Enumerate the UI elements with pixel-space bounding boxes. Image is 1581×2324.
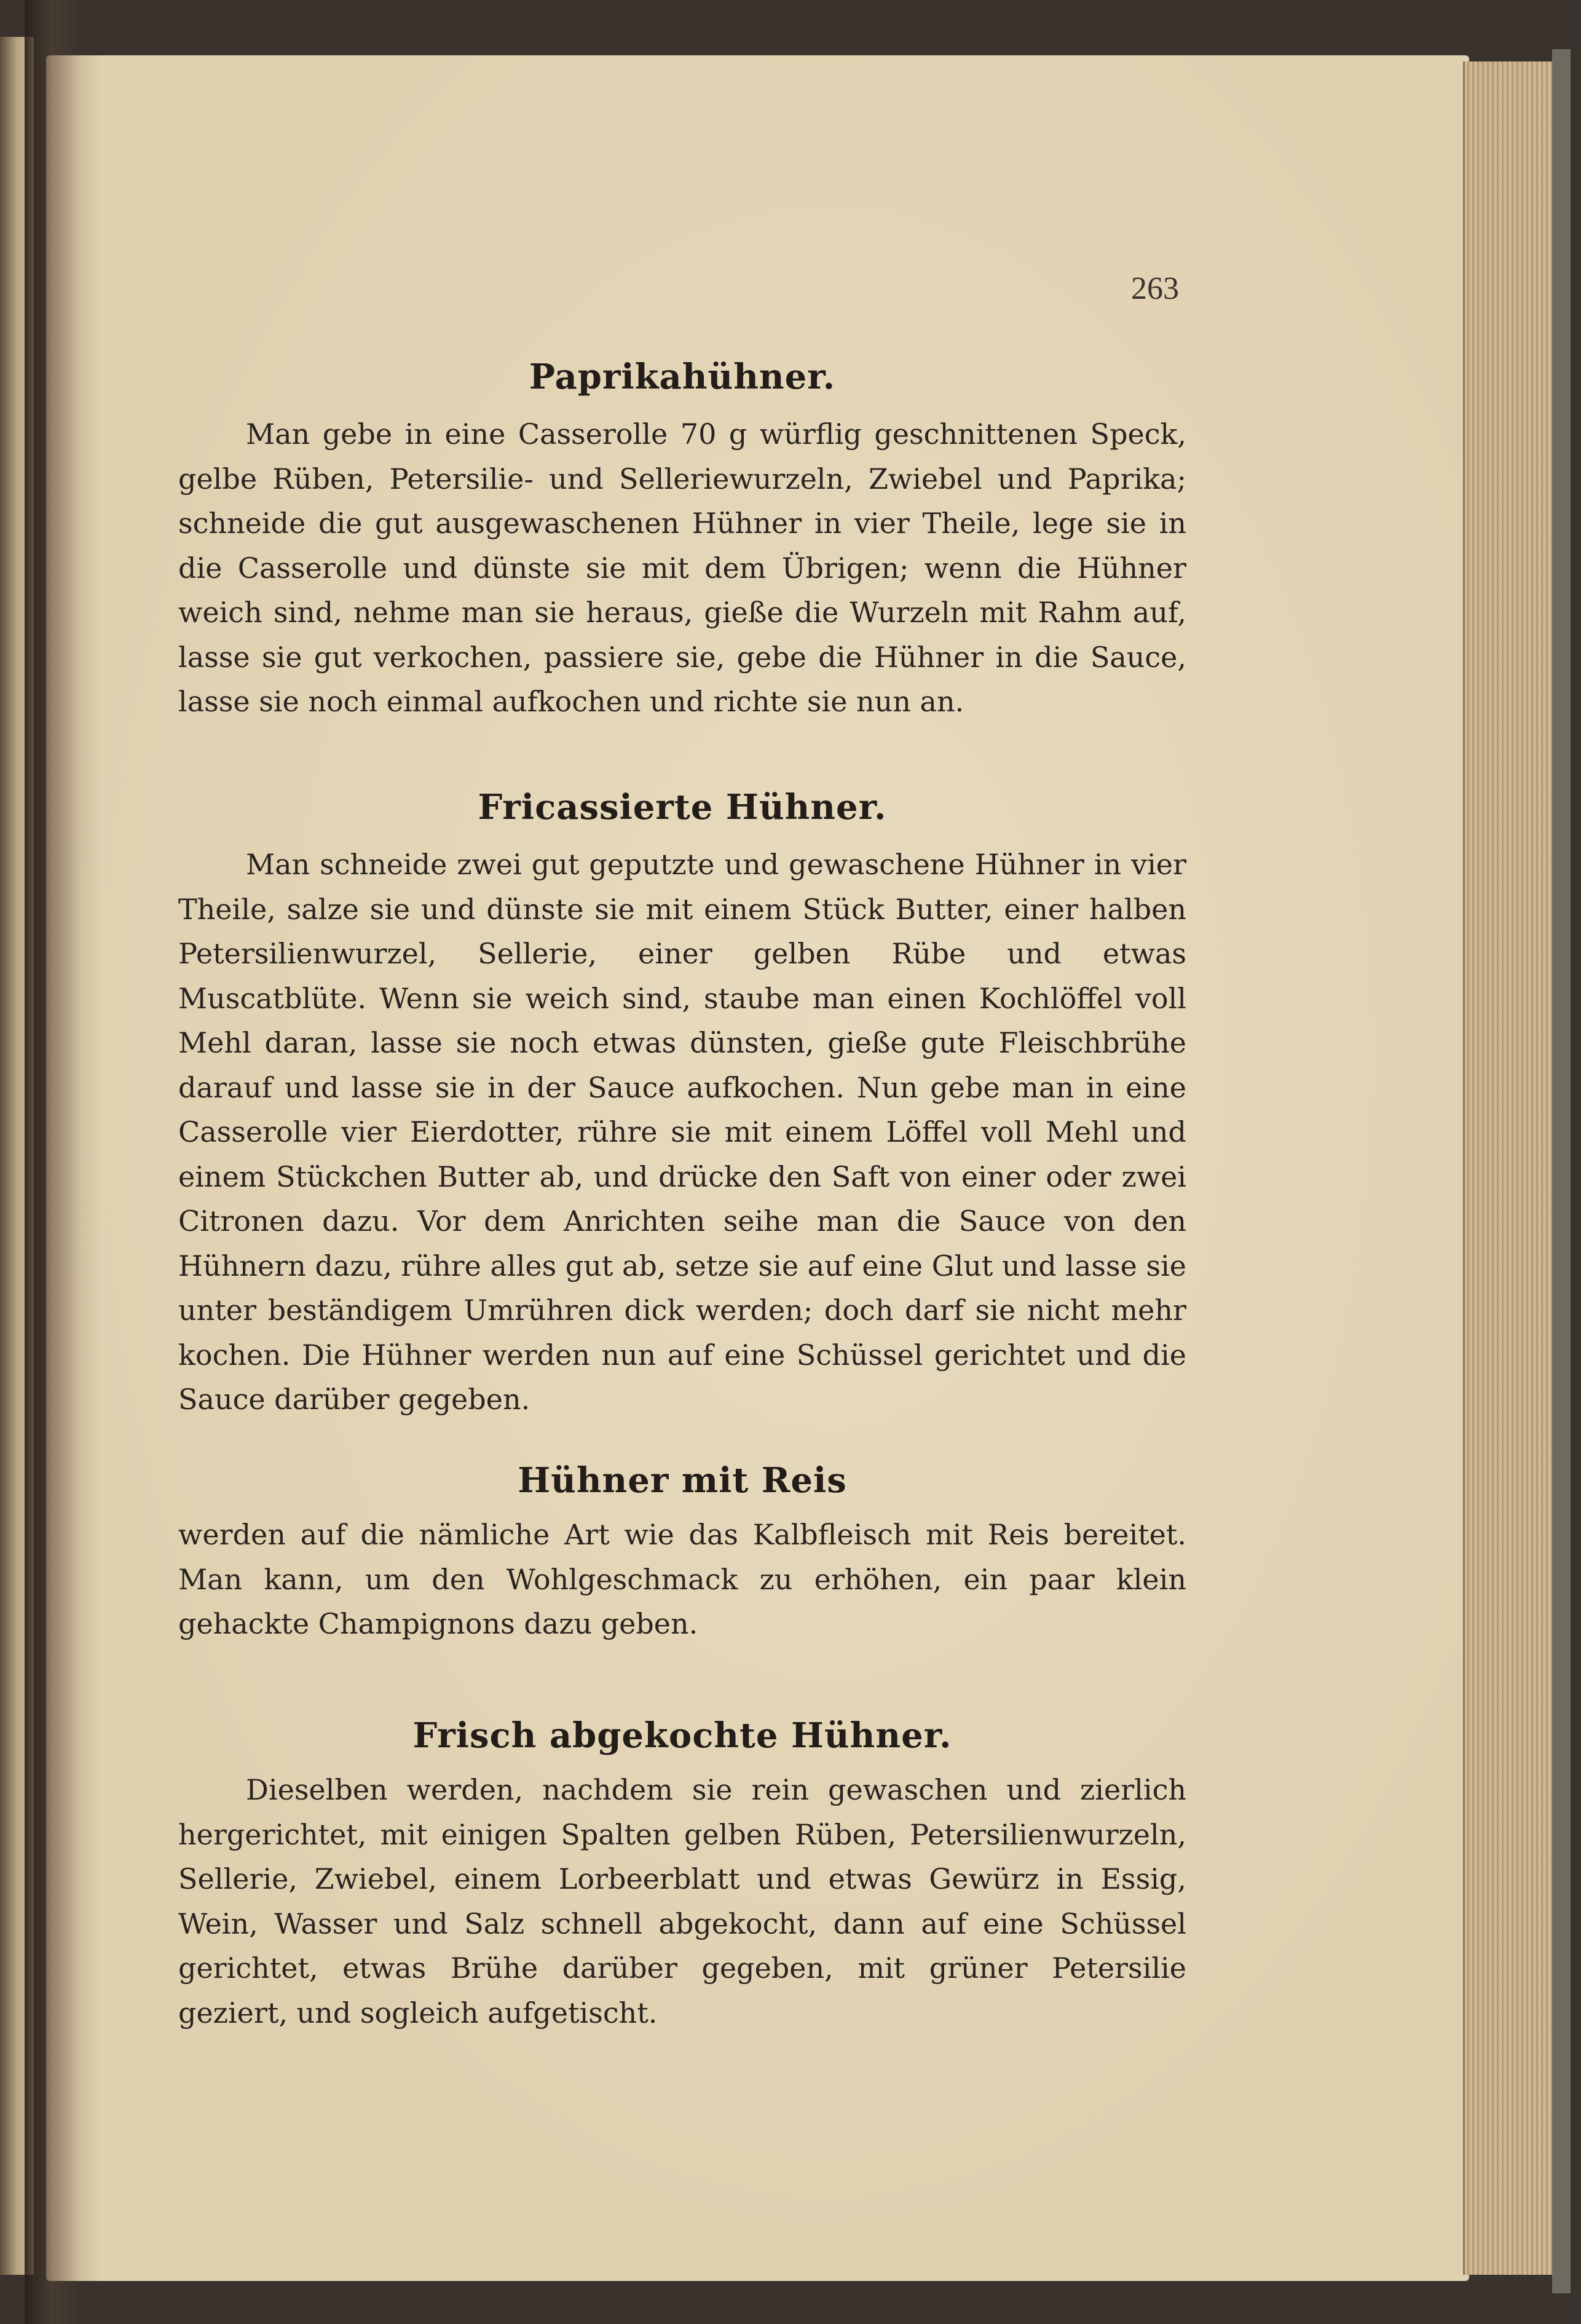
book-gutter	[25, 0, 80, 2324]
section-heading-paprikahuehner: Paprikahühner.	[529, 357, 836, 397]
section-text: Dieselben werden, nachdem sie rein gewaschen und zierlich hergerichtet, mit einigen Spalten gelben Rüben, Petersilienwurzeln, Sellerie, Zwiebel, einem Lorbeerblatt und etwas Gewürz in Essig, Wein, Wasser und Salz schnell abgekocht, dann auf eine Schüssel gerichtet, etwas Brühe darüber gegeben, mit grüner Petersilie geziert, und sogleich aufgetischt.	[178, 1773, 1186, 2030]
section-heading-fricassierte-huehner: Fricassierte Hühner.	[478, 787, 887, 828]
section-body-huehner-mit-reis	[178, 1512, 1186, 1646]
section-body-paprikahuehner	[178, 412, 1186, 724]
section-body-fricassierte-huehner	[178, 842, 1186, 1422]
book-cover-edge	[1552, 49, 1571, 2293]
section-text: Man gebe in eine Casserolle 70 g würflig geschnittenen Speck, gelbe Rüben, Petersilie- und Selleriewurzeln, Zwiebel und Paprika; schneide die gut ausgewaschenen Hühner in vier Theile, lege sie in die Casserolle und dünste sie mit dem Übrigen; wenn die Hühner weich sind, nehme man sie heraus, gieße die Wurzeln mit Rahm auf, lasse sie gut verkochen, passiere sie, gebe die Hühner in die Sauce, lasse sie noch einmal aufkochen und richte sie nun an.	[178, 417, 1186, 718]
page-stack-edge	[1463, 61, 1557, 2275]
section-body-frisch-abgekochte-huehner	[178, 1768, 1186, 2035]
section-text: Man schneide zwei gut geputzte und gewaschene Hühner in vier Theile, salze sie und dünste sie mit einem Stück Butter, einer halben Petersilienwurzel, Sellerie, einer gelben Rübe und etwas Muscatblüte. Wenn sie weich sind, staube man einen Kochlöffel voll Mehl daran, lasse sie noch etwas dünsten, gieße gute Fleischbrühe darauf und lasse sie in der Sauce aufkochen. Nun gebe man in eine Casserolle vier Eierdotter, rühre sie mit einem Löffel voll Mehl und einem Stückchen Butter ab, und drücke den Saft von einer oder zwei Citronen dazu. Vor dem Anrichten seihe man die Sauce von den Hühnern dazu, rühre alles gut ab, setze sie auf eine Glut und lasse sie unter beständigem Umrühren dick werden; doch darf sie nicht mehr kochen. Die Hühner werden nun auf eine Schüssel gerichtet und die Sauce darüber gegeben.	[178, 848, 1187, 1416]
section-heading-huehner-mit-reis: Hühner mit Reis	[518, 1460, 847, 1501]
page-number: 263	[1131, 271, 1179, 306]
section-text: werden auf die nämliche Art wie das Kalbfleisch mit Reis bereitet. Man kann, um den Wohlgeschmack zu erhöhen, ein paar klein gehackte Champignons dazu geben.	[178, 1518, 1186, 1640]
section-heading-frisch-abgekochte-huehner: Frisch abgekochte Hühner.	[412, 1715, 952, 1756]
